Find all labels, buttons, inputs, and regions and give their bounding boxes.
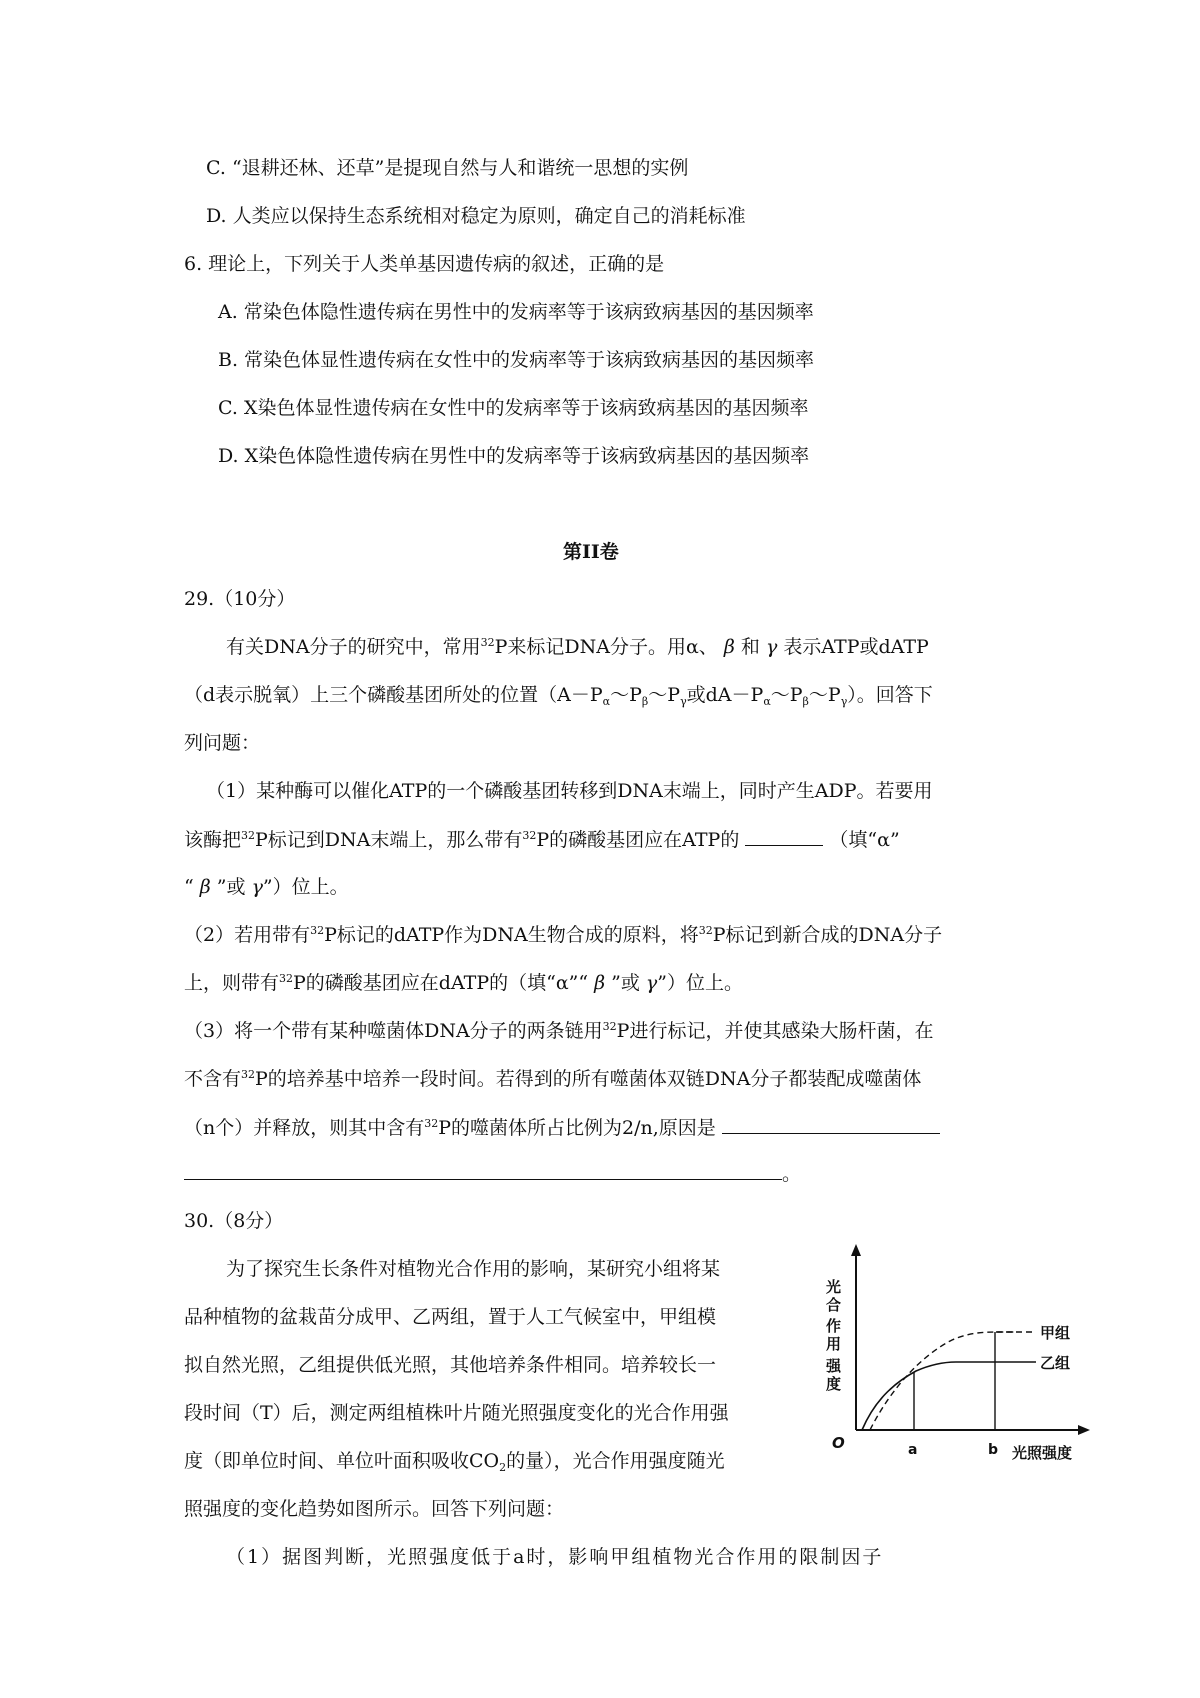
ylabel-char-2: 合 — [826, 1296, 842, 1314]
legend-label-yi: 乙组 — [1040, 1354, 1071, 1372]
q6-stem: 6. 理论上，下列关于人类单基因遗传病的叙述，正确的是 — [184, 253, 665, 275]
origin-label: O — [832, 1434, 845, 1452]
ylabel-char-4: 用 — [826, 1335, 842, 1353]
x-axis-arrow — [1078, 1425, 1090, 1435]
ylabel-char-6: 度 — [826, 1375, 842, 1393]
q5-option-c: C. “退耕还林、还草”是提现自然与人和谐统一思想的实例 — [206, 157, 689, 179]
q6-option-c: C. X染色体显性遗传病在女性中的发病率等于该病致病基因的基因频率 — [218, 397, 809, 419]
answer-blank-2[interactable] — [722, 1114, 940, 1134]
tick-a-label: a — [908, 1442, 918, 1458]
q6-option-b: B. 常染色体显性遗传病在女性中的发病率等于该病致病基因的基因频率 — [218, 349, 815, 371]
q29-s1-line3: “ β ”或 γ”）位上。 — [184, 876, 349, 898]
q29-s3-line4: 。 — [184, 1160, 801, 1187]
answer-blank-1[interactable] — [745, 826, 823, 846]
q29-s3-line1: （3）将一个带有某种噬菌体DNA分子的两条链用$^{32}$P进行标记，并使其感染大肠杆菌，在 — [184, 1020, 934, 1042]
ylabel-char-5: 强 — [826, 1357, 842, 1375]
q6-option-d: D. X染色体隐性遗传病在男性中的发病率等于该病致病基因的基因频率 — [218, 445, 810, 467]
q30-line2: 品种植物的盆栽苗分成甲、乙两组，置于人工气候室中，甲组模 — [184, 1306, 717, 1328]
q29-intro-line3: 列问题： — [184, 732, 261, 754]
q6-option-a: A. 常染色体隐性遗传病在男性中的发病率等于该病致病基因的基因频率 — [218, 301, 814, 323]
curve-yi — [862, 1362, 1000, 1430]
q30-line3: 拟自然光照，乙组提供低光照，其他培养条件相同。培养较长一 — [184, 1354, 717, 1376]
q30-line5: 度（即单位时间、单位叶面积吸收$CO_2$的量），光合作用强度随光 — [184, 1450, 725, 1474]
q29-s1-line2: 该酶把$^{32}$P标记到DNA末端上，那么带有$^{32}$P的磷酸基团应在ATP的 （填“α” — [184, 826, 900, 853]
q29-header: 29.（10分） — [184, 588, 296, 610]
q29-s2-line1: （2）若用带有$^{32}$P标记的dATP作为DNA生物合成的原料，将$^{32}$P标记到新合成的DNA分子 — [184, 924, 943, 946]
q30-line4: 段时间（T）后，测定两组植株叶片随光照强度变化的光合作用强 — [184, 1402, 729, 1424]
q30-line1: 为了探究生长条件对植物光合作用的影响，某研究小组将某 — [226, 1258, 721, 1280]
q30-line6: 照强度的变化趋势如图所示。回答下列问题： — [184, 1498, 565, 1520]
xlabel: 光照强度 — [1012, 1444, 1073, 1462]
section-title: 第II卷 — [563, 541, 619, 563]
q30-header: 30.（8分） — [184, 1210, 284, 1232]
ylabel-char-1: 光 — [826, 1278, 842, 1296]
y-axis-arrow — [851, 1244, 861, 1256]
q29-s3-line2: 不含有$^{32}$P的培养基中培养一段时间。若得到的所有噬菌体双链DNA分子都装配成噬菌体 — [184, 1068, 922, 1090]
q29-intro-line2: （d表示脱氧）上三个磷酸基团所处的位置（$A-P_\alpha\sim P_\beta\sim P_\gamma$或$dA-P_\alpha\sim P_\beta\sim P_\gamma$）。回答下 — [184, 684, 933, 708]
q29-s2-line2: 上，则带有$^{32}$P的磷酸基团应在dATP的（填“α”“ β ”或 γ”）位上。 — [184, 972, 743, 994]
answer-blank-3[interactable] — [184, 1160, 782, 1180]
curve-jia — [870, 1332, 1016, 1430]
q30-line7: （1）据图判断，光照强度低于a时，影响甲组植物光合作用的限制因子 — [226, 1546, 884, 1568]
q5-option-d: D. 人类应以保持生态系统相对稳定为原则，确定自己的消耗标准 — [206, 205, 746, 227]
photosynthesis-figure — [812, 1236, 1112, 1482]
q29-s3-line3: （n个）并释放，则其中含有$^{32}$P的噬菌体所占比例为2/n,原因是 — [184, 1114, 940, 1141]
q29-intro-line1: 有关DNA分子的研究中，常用$^{32}$P来标记DNA分子。用α、 β 和 γ 表示ATP或dATP — [226, 636, 929, 658]
q29-s1-line1: （1）某种酶可以催化ATP的一个磷酸基团转移到DNA末端上，同时产生ADP。若要用 — [206, 780, 933, 802]
legend-label-jia: 甲组 — [1040, 1324, 1071, 1342]
tick-b-label: b — [988, 1442, 999, 1458]
ylabel-char-3: 作 — [826, 1317, 842, 1335]
